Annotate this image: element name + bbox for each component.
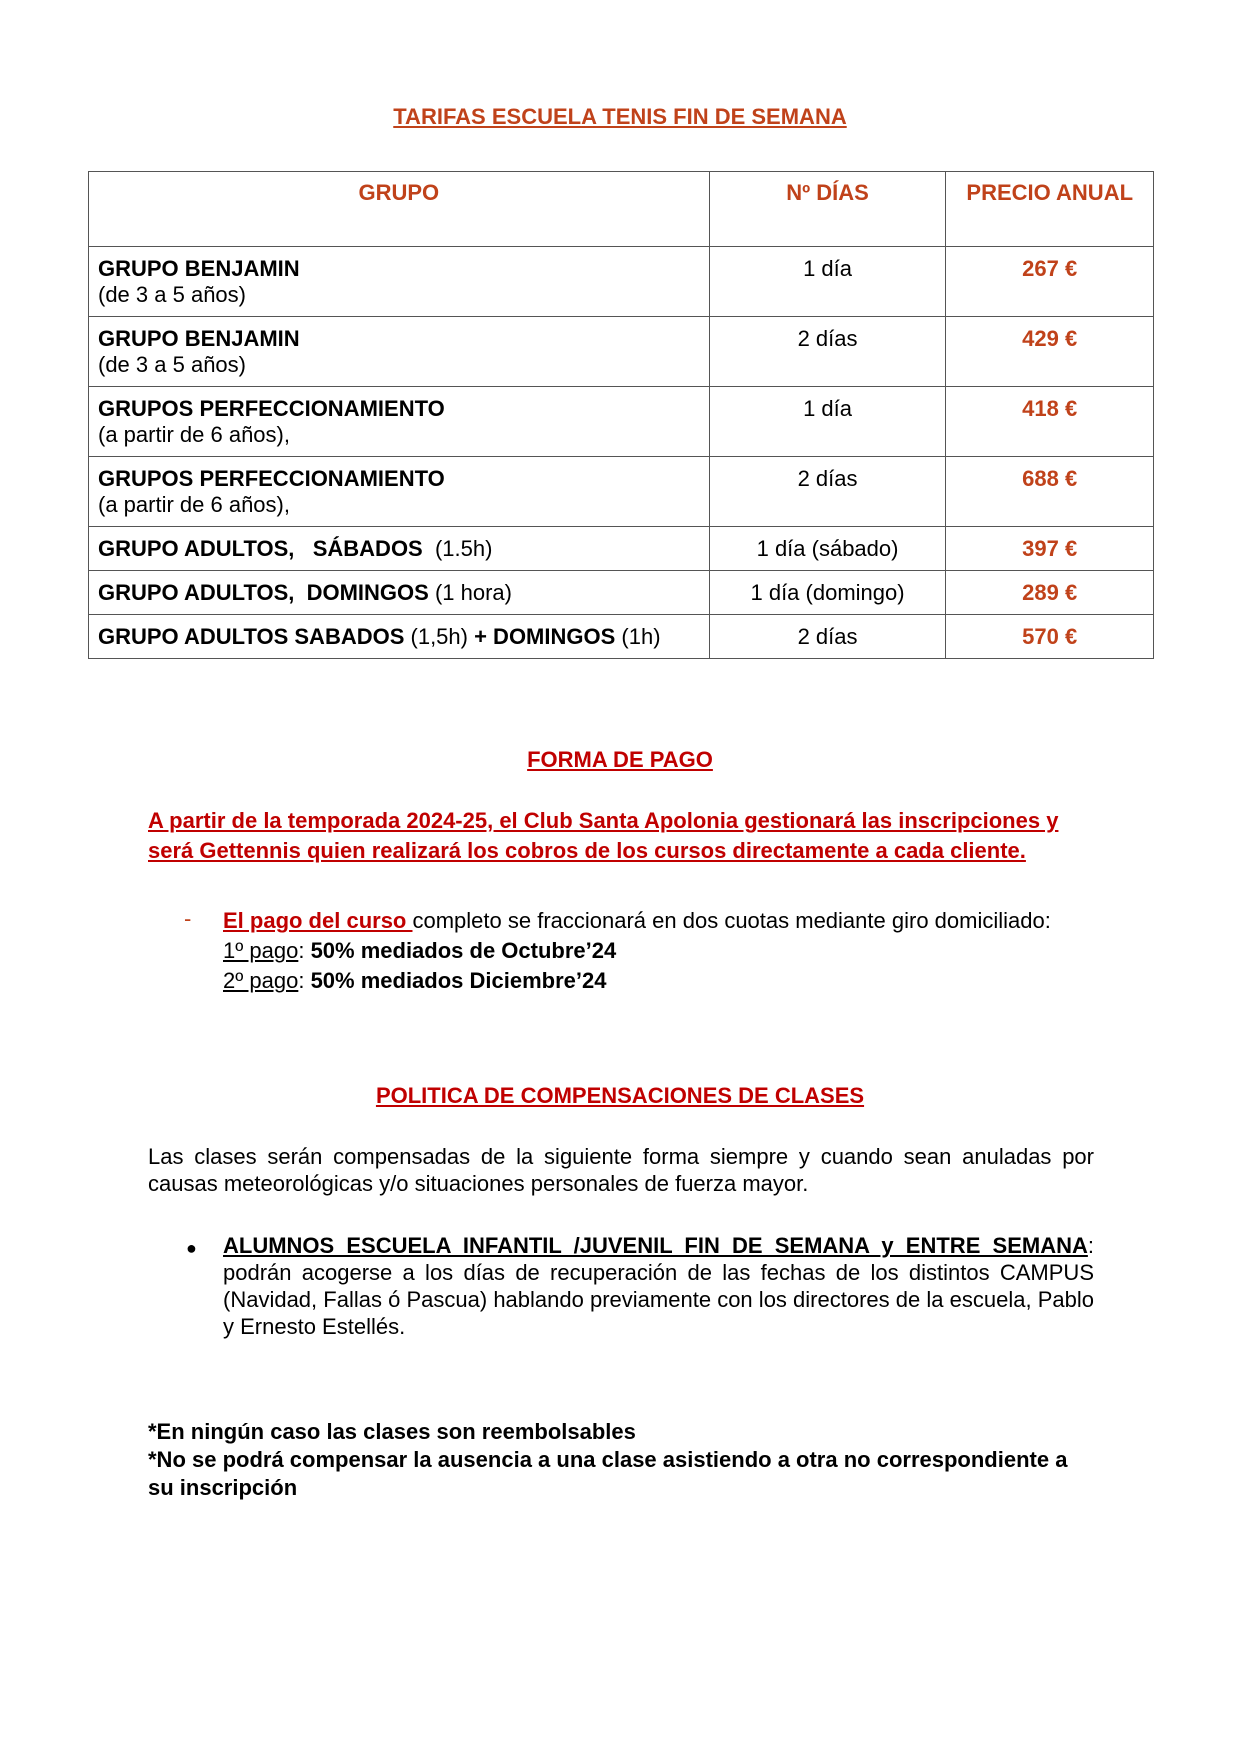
payment-intro: A partir de la temporada 2024-25, el Club Santa Apolonia gestionará las inscripciones y será Gettennis quien realizará los cobros de los cursos directamente a cada cliente. [148, 808, 1059, 863]
days-cell: 1 día [709, 387, 946, 457]
notes [148, 1418, 1094, 1502]
group-cell [89, 247, 710, 317]
policy-bullet-heading: ALUMNOS ESCUELA INFANTIL /JUVENIL FIN DE SEMANA y ENTRE SEMANA [223, 1233, 1088, 1258]
table-row [89, 317, 1154, 387]
group-age: (a partir de 6 años), [98, 492, 290, 517]
header-price: PRECIO ANUAL [946, 172, 1154, 247]
fees-table [88, 171, 1154, 659]
policy-title: POLITICA DE COMPENSACIONES DE CLASES [375, 1083, 865, 1108]
price-cell: 289 € [946, 571, 1154, 615]
group-cell [89, 387, 710, 457]
group-name: GRUPOS PERFECCIONAMIENTO [98, 396, 445, 421]
policy-bullet-text: : podrán acogerse a los días de recuperación de las fechas de los distintos CAMPUS (Navidad, Fallas ó Pascua) hablando previamente con los directores de la escuela, Pablo y Ernesto Estellés. [223, 1233, 1094, 1339]
colon: : [298, 968, 311, 993]
first-payment-value: 50% mediados de Octubre’24 [310, 938, 617, 963]
group-name: GRUPOS PERFECCIONAMIENTO [98, 466, 445, 491]
table-row [89, 571, 1154, 615]
group-name-2: + DOMINGOS [474, 624, 616, 649]
payment-item-text: completo se fraccionará en dos cuotas mediante giro domiciliado: [412, 908, 1051, 933]
days-cell: 1 día (sábado) [709, 527, 946, 571]
table-header-row [89, 172, 1154, 247]
table-row [89, 615, 1154, 659]
days-cell: 2 días [709, 615, 946, 659]
payment-title: FORMA DE PAGO [527, 747, 713, 772]
price-cell: 267 € [946, 247, 1154, 317]
payment-item [223, 906, 1051, 996]
header-group: GRUPO [89, 172, 710, 247]
group-duration: (1 hora) [428, 580, 512, 605]
second-payment-value: 50% mediados Diciembre’24 [310, 968, 607, 993]
table-row [89, 527, 1154, 571]
policy-bullet [223, 1232, 1094, 1340]
price-cell: 397 € [946, 527, 1154, 571]
page-title: TARIFAS ESCUELA TENIS FIN DE SEMANA [393, 104, 847, 129]
group-name: GRUPO BENJAMIN [98, 256, 300, 281]
group-duration: (1.5h) [422, 536, 493, 561]
group-cell [89, 571, 710, 615]
table-row [89, 247, 1154, 317]
note-compensation: *No se podrá compensar la ausencia a una clase asistiendo a otra no correspondiente a su inscripción [148, 1447, 1068, 1500]
group-duration-2: (1h) [615, 624, 661, 649]
group-name: GRUPO ADULTOS, DOMINGOS [98, 580, 429, 605]
group-cell [89, 615, 710, 659]
days-cell: 2 días [709, 457, 946, 527]
group-age: (de 3 a 5 años) [98, 282, 246, 307]
bullet-icon: ● [186, 1238, 197, 1258]
table-row [89, 457, 1154, 527]
group-age: (a partir de 6 años), [98, 422, 290, 447]
price-cell: 570 € [946, 615, 1154, 659]
price-cell: 429 € [946, 317, 1154, 387]
days-cell: 1 día (domingo) [709, 571, 946, 615]
first-payment-label: 1º pago [223, 938, 299, 963]
group-cell [89, 317, 710, 387]
group-age: (de 3 a 5 años) [98, 352, 246, 377]
second-payment-label: 2º pago [223, 968, 299, 993]
list-dash: - [184, 906, 192, 931]
header-days: Nº DÍAS [709, 172, 946, 247]
group-name: GRUPO ADULTOS, SÁBADOS [98, 536, 423, 561]
group-name: GRUPO ADULTOS SABADOS [98, 624, 405, 649]
table-row [89, 387, 1154, 457]
days-cell: 2 días [709, 317, 946, 387]
policy-intro: Las clases serán compensadas de la siguiente forma siempre y cuando sean anuladas por causas meteorológicas y/o situaciones personales de fuerza mayor. [148, 1144, 1094, 1196]
days-cell: 1 día [709, 247, 946, 317]
group-cell [89, 457, 710, 527]
price-cell: 688 € [946, 457, 1154, 527]
group-name: GRUPO BENJAMIN [98, 326, 300, 351]
note-refund: *En ningún caso las clases son reembolsables [148, 1419, 636, 1444]
price-cell: 418 € [946, 387, 1154, 457]
payment-link: El pago del curso [223, 908, 413, 933]
colon: : [298, 938, 311, 963]
group-duration: (1,5h) [404, 624, 475, 649]
group-cell [89, 527, 710, 571]
